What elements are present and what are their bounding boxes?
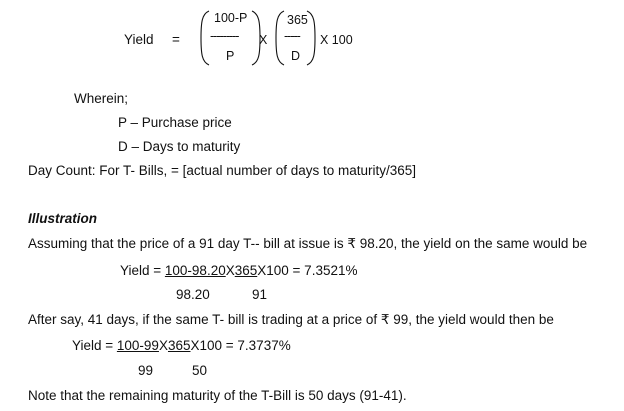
right-paren-2-icon (306, 10, 316, 66)
left-paren-1-icon (200, 10, 210, 66)
illustration-paragraph-2: After say, 41 days, if the same T- bill is trading at a price of ₹ 99, the yield would then be (28, 312, 554, 327)
calc2-denominator-1: 99 (138, 363, 154, 378)
note-text: Note that the remaining maturity of the T-Bill is 50 days (91-41). (28, 388, 407, 403)
calc1-prefix: Yield = (120, 263, 165, 278)
illustration-paragraph-1: Assuming that the price of a 91 day T-- bill at issue is ₹ 98.20, the yield on the same would be (28, 236, 588, 251)
formula-times-100: X 100 (320, 33, 353, 47)
formula-numerator-2: 365 (287, 13, 308, 27)
calc2-prefix: Yield = (72, 338, 117, 353)
calc2-denominator-2: 50 (192, 363, 208, 378)
calc2-times-1: X (158, 338, 168, 353)
calc1-line (120, 263, 357, 279)
calc1-times-1: X (225, 263, 235, 278)
formula-equals: = (172, 32, 180, 47)
calc1-denominator-2: 91 (252, 287, 268, 302)
calc1-numerator-1: 100-98.20 (164, 263, 226, 278)
formula-fraction-bar-2: ----- (284, 29, 300, 43)
wherein-item-d: D – Days to maturity (118, 139, 241, 154)
formula-numerator-1: 100-P (214, 11, 248, 25)
calc1-numerator-2: 365 (234, 263, 258, 278)
formula-denominator-1: P (226, 49, 235, 63)
calc2-result: X100 = 7.3737% (190, 338, 291, 353)
wherein-item-p: P – Purchase price (118, 115, 232, 130)
calc2-numerator-1: 100-99 (116, 338, 159, 353)
day-count-text: Day Count: For T- Bills, = [actual number of days to maturity/365] (28, 163, 417, 178)
wherein-heading: Wherein; (74, 91, 129, 106)
formula-fraction-bar-1: --------- (210, 29, 239, 43)
calc2-line (72, 338, 291, 354)
formula-yield-label: Yield (124, 32, 154, 47)
illustration-heading: Illustration (28, 211, 98, 226)
calc1-denominator-1: 98.20 (176, 287, 210, 302)
calc1-result: X100 = 7.3521% (257, 263, 358, 278)
calc2-numerator-2: 365 (167, 338, 191, 353)
formula-times-1: X (259, 33, 268, 47)
formula-denominator-2: D (291, 49, 301, 63)
